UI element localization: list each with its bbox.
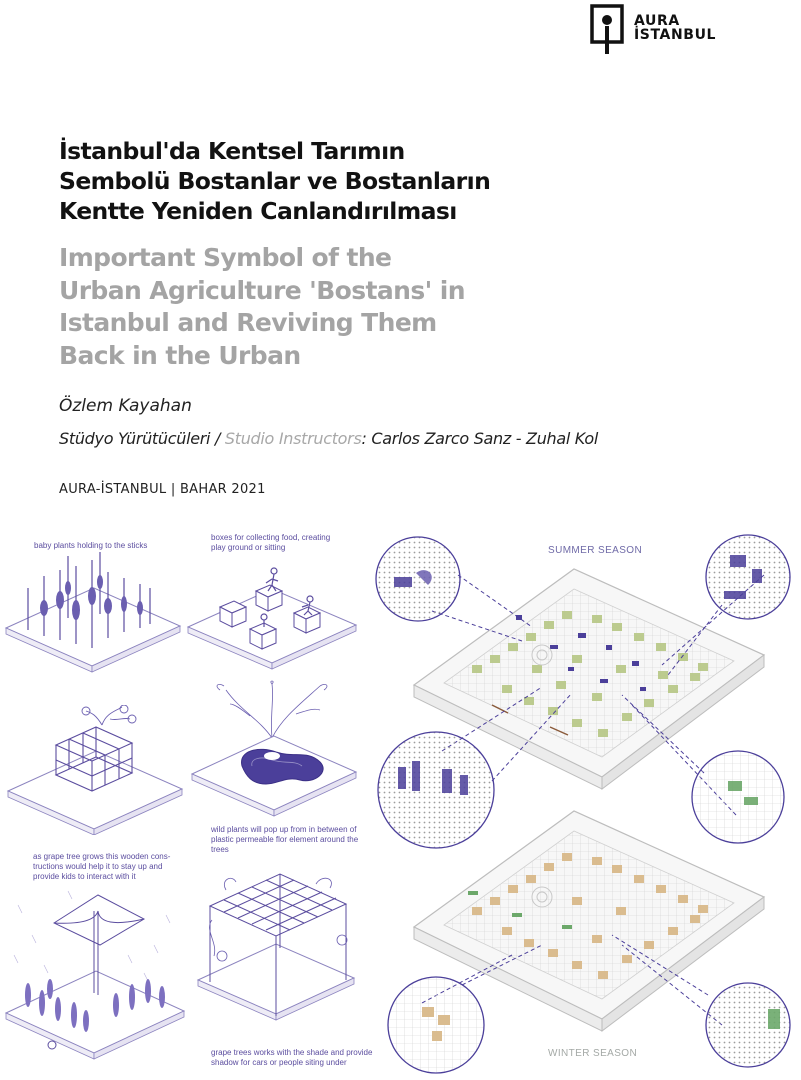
title-tr-line-1: İstanbul'da Kentsel Tarımın xyxy=(59,137,405,165)
title-en-line-2: Urban Agriculture 'Bostans' in xyxy=(59,275,465,305)
illustration-canopy-plants xyxy=(4,885,186,1065)
title-english xyxy=(59,242,759,372)
author-name: Özlem Kayahan xyxy=(59,396,192,416)
illustration-plant-sticks xyxy=(4,548,184,673)
illustration-grid-structure xyxy=(6,705,186,835)
title-tr-line-3: Kentte Yeniden Canlandırılması xyxy=(59,197,457,225)
logo-mark-icon xyxy=(590,4,624,54)
title-en-line-3: Istanbul and Reviving Them xyxy=(59,308,437,337)
instructors-names: : Carlos Zarco Sanz - Zuhal Kol xyxy=(361,429,599,448)
logo-line-2: İSTANBUL xyxy=(634,27,717,43)
title-en-line-4: Back in the Urban xyxy=(59,340,301,370)
caption-wild-plants-line-3: trees xyxy=(211,845,229,854)
summer-season-label: SUMMER SEASON xyxy=(548,545,643,556)
logo-text xyxy=(634,14,716,42)
winter-season-label: WINTER SEASON xyxy=(548,1048,638,1059)
caption-wild-plants xyxy=(211,825,358,855)
source-line: AURA-İSTANBUL | BAHAR 2021 xyxy=(59,482,266,497)
title-en-line-1: Important Symbol of the xyxy=(59,243,392,272)
illustration-boxes xyxy=(186,555,358,675)
instructors-label-tr: Stüdyo Yürütücüleri / xyxy=(59,429,221,448)
instructors-label-en: Studio Instructors xyxy=(224,429,362,448)
caption-boxes xyxy=(211,533,330,553)
illustration-pergola xyxy=(196,860,356,1040)
studio-instructors xyxy=(59,429,598,448)
caption-grape-line-1: as grape tree grows this wooden cons- xyxy=(33,852,171,861)
caption-grape-shade-line-1: grape trees works with the shade and provide xyxy=(211,1048,373,1057)
caption-grape-tree-construction xyxy=(33,852,170,882)
illustration-pond xyxy=(190,680,358,820)
caption-grape-line-3: provide kids to interact with it xyxy=(33,872,136,881)
caption-grape-shade-line-2: shadow for cars or people siting under xyxy=(211,1058,347,1067)
caption-wild-plants-line-1: wild plants will pop up from in between of xyxy=(211,825,357,834)
caption-grape-shade xyxy=(211,1048,372,1068)
caption-boxes-line-1: boxes for collecting food, creating xyxy=(211,533,331,542)
caption-baby-plants: baby plants holding to the sticks xyxy=(34,541,148,550)
title-turkish xyxy=(59,136,759,226)
caption-grape-line-2: tructions would help it to stay up and xyxy=(33,862,163,871)
logo-line-1: AURA xyxy=(634,13,680,29)
aura-istanbul-logo xyxy=(590,4,750,58)
caption-wild-plants-line-2: plastic permeable flor element around the xyxy=(211,835,359,844)
caption-boxes-line-2: play ground or sitting xyxy=(211,543,286,552)
site-plan-illustrations xyxy=(372,515,801,1080)
title-tr-line-2: Sembolü Bostanlar ve Bostanların xyxy=(59,167,491,195)
